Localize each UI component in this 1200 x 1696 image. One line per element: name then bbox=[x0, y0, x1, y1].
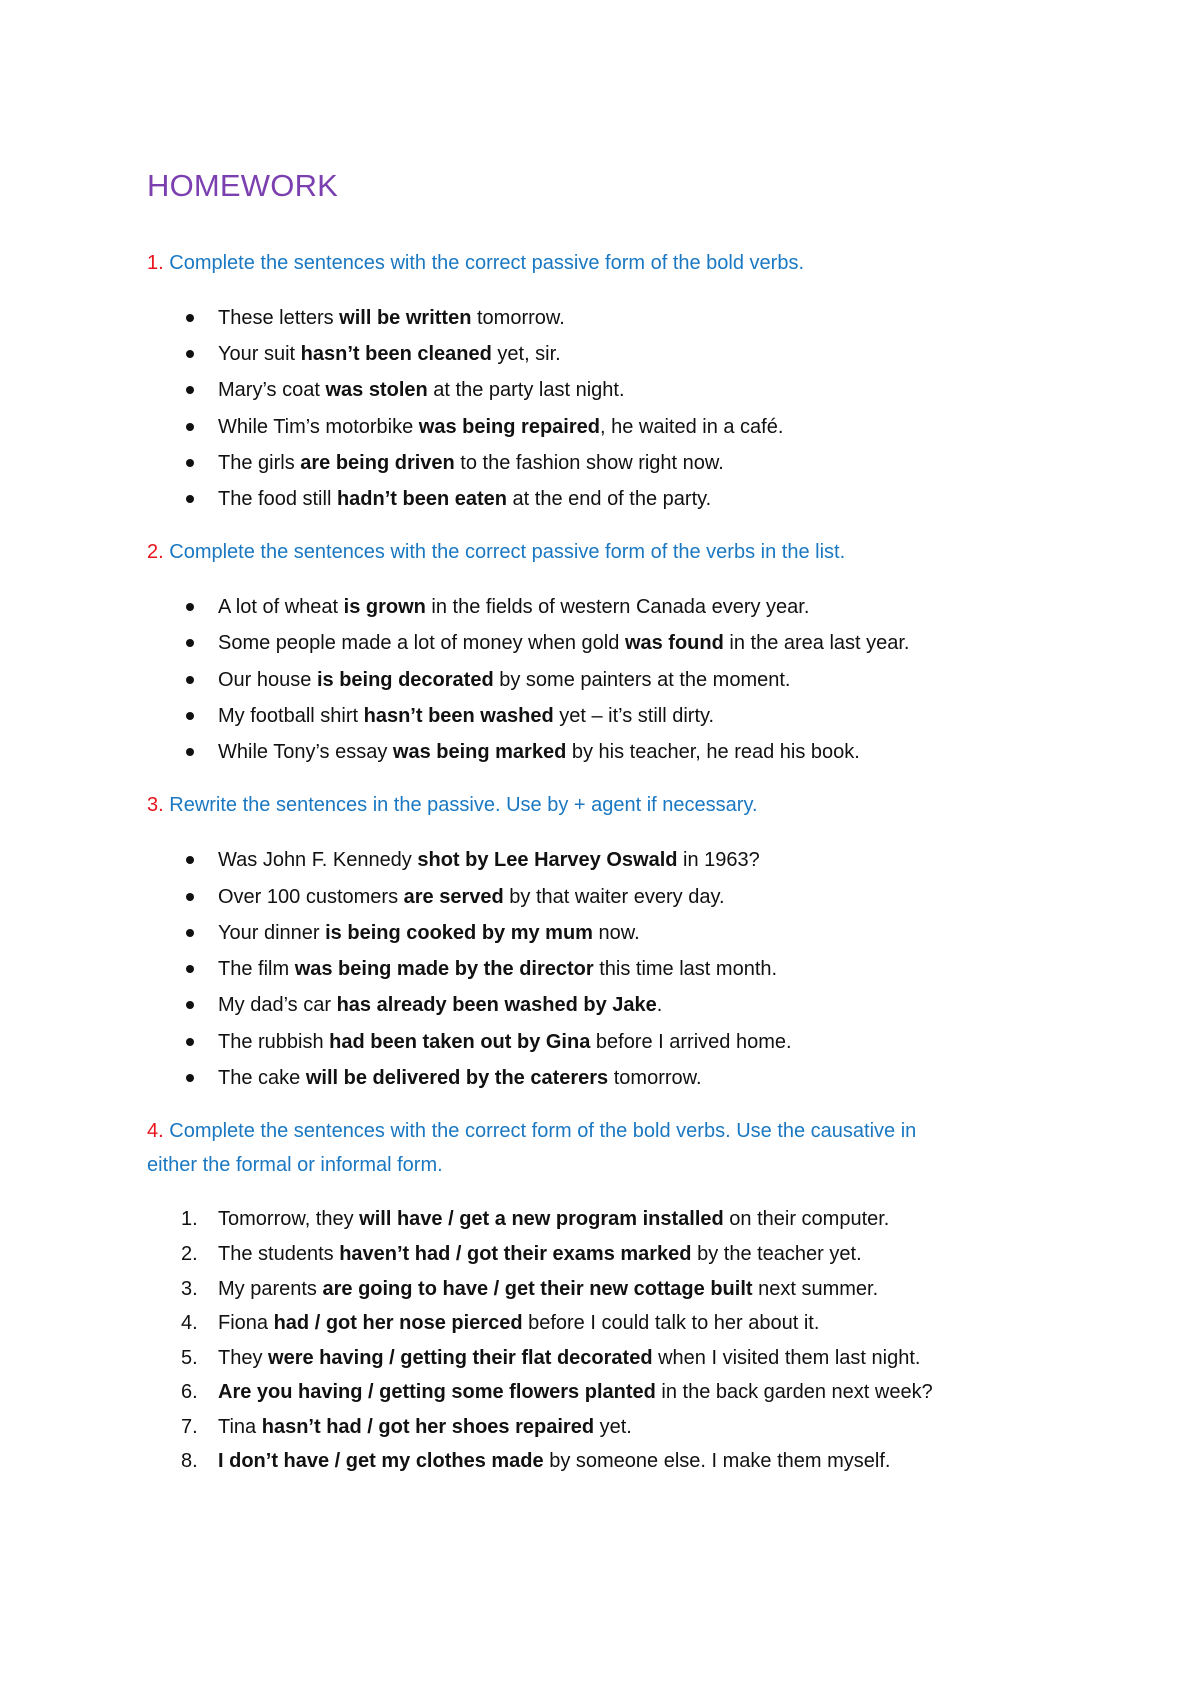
bullet-icon bbox=[186, 639, 194, 647]
list-number: 6. bbox=[181, 1381, 198, 1404]
list-item: Your dinner is being cooked by my mum now. bbox=[147, 915, 1067, 951]
section-number: 4. bbox=[147, 1120, 164, 1143]
list-item: 5. They were having / getting their flat decorated when I visited them last night. bbox=[147, 1341, 1067, 1376]
list-number: 1. bbox=[181, 1208, 198, 1231]
section-instruction: Complete the sentences with the correct passive form of the bold verbs. bbox=[169, 252, 805, 274]
section-number: 2. bbox=[147, 541, 164, 564]
list-item: Our house is being decorated by some painters at the moment. bbox=[147, 662, 1067, 698]
list-item: My football shirt hasn’t been washed yet – it’s still dirty. bbox=[147, 698, 1067, 734]
bullet-icon bbox=[186, 314, 194, 322]
list-item: 2. The students haven’t had / got their exams marked by the teacher yet. bbox=[147, 1237, 1067, 1272]
list-number: 5. bbox=[181, 1346, 198, 1369]
bullet-icon bbox=[186, 929, 194, 937]
list-item: 1. Tomorrow, they will have / get a new program installed on their computer. bbox=[147, 1202, 1067, 1237]
list-item: 7. Tina hasn’t had / got her shoes repaired yet. bbox=[147, 1410, 1067, 1445]
page-title: HOMEWORK bbox=[147, 168, 339, 203]
list-item: The food still hadn’t been eaten at the end of the party. bbox=[147, 481, 1067, 517]
section-number: 3. bbox=[147, 794, 164, 817]
bullet-icon bbox=[186, 350, 194, 358]
section-3-list bbox=[147, 842, 1067, 1096]
bullet-icon bbox=[186, 423, 194, 431]
bullet-icon bbox=[186, 856, 194, 864]
bullet-icon bbox=[186, 495, 194, 503]
bullet-icon bbox=[186, 1038, 194, 1046]
list-item: The film was being made by the director this time last month. bbox=[147, 951, 1067, 987]
list-item: While Tim’s motorbike was being repaired, he waited in a café. bbox=[147, 409, 1067, 445]
bullet-icon bbox=[186, 676, 194, 684]
list-number: 4. bbox=[181, 1312, 198, 1335]
bullet-icon bbox=[186, 1001, 194, 1009]
section-2-heading bbox=[147, 535, 1067, 569]
bullet-icon bbox=[186, 1074, 194, 1082]
section-instruction-cont: either the formal or informal form. bbox=[147, 1154, 443, 1177]
section-number: 1. bbox=[147, 252, 164, 274]
bullet-icon bbox=[186, 748, 194, 756]
bullet-icon bbox=[186, 893, 194, 901]
section-instruction: Complete the sentences with the correct form of the bold verbs. Use the causative in bbox=[169, 1120, 917, 1143]
list-item: These letters will be written tomorrow. bbox=[147, 300, 1067, 336]
bullet-icon bbox=[186, 459, 194, 467]
list-item: The rubbish had been taken out by Gina before I arrived home. bbox=[147, 1024, 1067, 1060]
section-3-heading bbox=[147, 788, 1067, 822]
bullet-icon bbox=[186, 386, 194, 394]
list-item: While Tony’s essay was being marked by his teacher, he read his book. bbox=[147, 734, 1067, 770]
bullet-icon bbox=[186, 712, 194, 720]
section-2-list bbox=[147, 589, 1067, 770]
bullet-icon bbox=[186, 603, 194, 611]
list-number: 2. bbox=[181, 1242, 198, 1265]
section-1-heading bbox=[147, 246, 1067, 280]
list-item: The girls are being driven to the fashion show right now. bbox=[147, 445, 1067, 481]
list-number: 3. bbox=[181, 1277, 198, 1300]
list-item: A lot of wheat is grown in the fields of western Canada every year. bbox=[147, 589, 1067, 625]
list-number: 8. bbox=[181, 1450, 198, 1473]
list-item: 3. My parents are going to have / get their new cottage built next summer. bbox=[147, 1272, 1067, 1307]
section-1-list bbox=[147, 300, 1067, 517]
section-instruction: Rewrite the sentences in the passive. Use by + agent if necessary. bbox=[169, 794, 758, 817]
bullet-icon bbox=[186, 965, 194, 973]
list-item: Some people made a lot of money when gold was found in the area last year. bbox=[147, 625, 1067, 661]
list-item: Was John F. Kennedy shot by Lee Harvey Oswald in 1963? bbox=[147, 842, 1067, 878]
list-item: Over 100 customers are served by that waiter every day. bbox=[147, 879, 1067, 915]
list-item: Your suit hasn’t been cleaned yet, sir. bbox=[147, 336, 1067, 372]
list-item: 4. Fiona had / got her nose pierced before I could talk to her about it. bbox=[147, 1306, 1067, 1341]
list-item: The cake will be delivered by the caterers tomorrow. bbox=[147, 1060, 1067, 1096]
section-4-list bbox=[147, 1202, 1067, 1479]
list-number: 7. bbox=[181, 1415, 198, 1438]
list-item: 8. I don’t have / get my clothes made by someone else. I make them myself. bbox=[147, 1444, 1067, 1479]
list-item: Mary’s coat was stolen at the party last night. bbox=[147, 372, 1067, 408]
document-page bbox=[147, 168, 1067, 1497]
section-4-heading bbox=[147, 1114, 1067, 1182]
section-instruction: Complete the sentences with the correct passive form of the verbs in the list. bbox=[169, 541, 846, 564]
list-item: My dad’s car has already been washed by Jake. bbox=[147, 987, 1067, 1023]
list-item: 6. Are you having / getting some flowers planted in the back garden next week? bbox=[147, 1375, 1067, 1410]
